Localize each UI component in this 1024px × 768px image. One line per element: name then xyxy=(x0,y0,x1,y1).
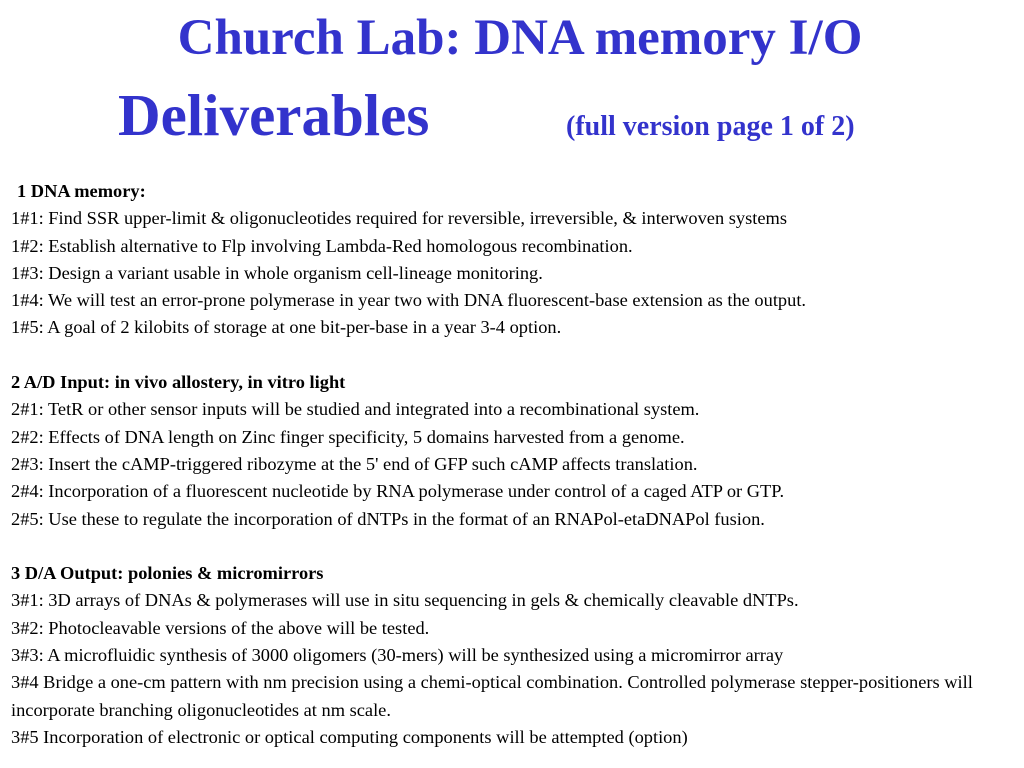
list-item: 3#3: A microfluidic synthesis of 3000 oligomers (30-mers) will be synthesized using a micromirror array xyxy=(11,645,784,666)
list-item: 3#1: 3D arrays of DNAs & polymerases will use in situ sequencing in gels & chemically cleavable dNTPs. xyxy=(11,590,799,611)
title-line-2: Deliverables xyxy=(118,82,430,148)
section-heading: 1 DNA memory: xyxy=(17,181,146,201)
title-subtitle: (full version page 1 of 2) xyxy=(566,111,855,142)
list-item: 1#1: Find SSR upper-limit & oligonucleotides required for reversible, irreversible, & interwoven systems xyxy=(11,208,787,229)
list-item: 3#5 Incorporation of electronic or optical computing components will be attempted (option) xyxy=(11,726,688,747)
list-item: 3#2: Photocleavable versions of the above will be tested. xyxy=(11,617,430,638)
list-item: 2#1: TetR or other sensor inputs will be studied and integrated into a recombinational system. xyxy=(11,399,700,420)
list-item: 2#2: Effects of DNA length on Zinc finger specificity, 5 domains harvested from a genome. xyxy=(11,426,685,447)
section-heading: 3 D/A Output: polonies & micromirrors xyxy=(11,563,324,584)
section-heading: 2 A/D Input: in vivo allostery, in vitro light xyxy=(11,372,346,393)
deliverables-list xyxy=(11,178,1016,751)
list-item: 1#2: Establish alternative to Flp involving Lambda-Red homologous recombination. xyxy=(11,235,633,256)
list-item: 2#5: Use these to regulate the incorporation of dNTPs in the format of an RNAPol-etaDNAPol fusion. xyxy=(11,508,765,529)
title-line-1: Church Lab: DNA memory I/O xyxy=(177,10,863,66)
spacer xyxy=(11,533,1016,560)
list-item: 2#4: Incorporation of a fluorescent nucleotide by RNA polymerase under control of a caged ATP or GTP. xyxy=(11,481,785,502)
list-item: 2#3: Insert the cAMP-triggered ribozyme at the 5' end of GFP such cAMP affects translation. xyxy=(11,453,698,474)
list-item: 3#4 Bridge a one-cm pattern with nm precision using a chemi-optical combination. Controlled polymerase stepper-positioners will incorporate branching oligonucleotides at nm scale. xyxy=(11,672,973,720)
list-item: 1#4: We will test an error-prone polymerase in year two with DNA fluorescent-base extension as the output. xyxy=(11,290,807,311)
spacer xyxy=(11,342,1016,369)
list-item: 1#5: A goal of 2 kilobits of storage at one bit-per-base in a year 3-4 option. xyxy=(11,317,562,338)
list-item: 1#3: Design a variant usable in whole organism cell-lineage monitoring. xyxy=(11,262,543,283)
